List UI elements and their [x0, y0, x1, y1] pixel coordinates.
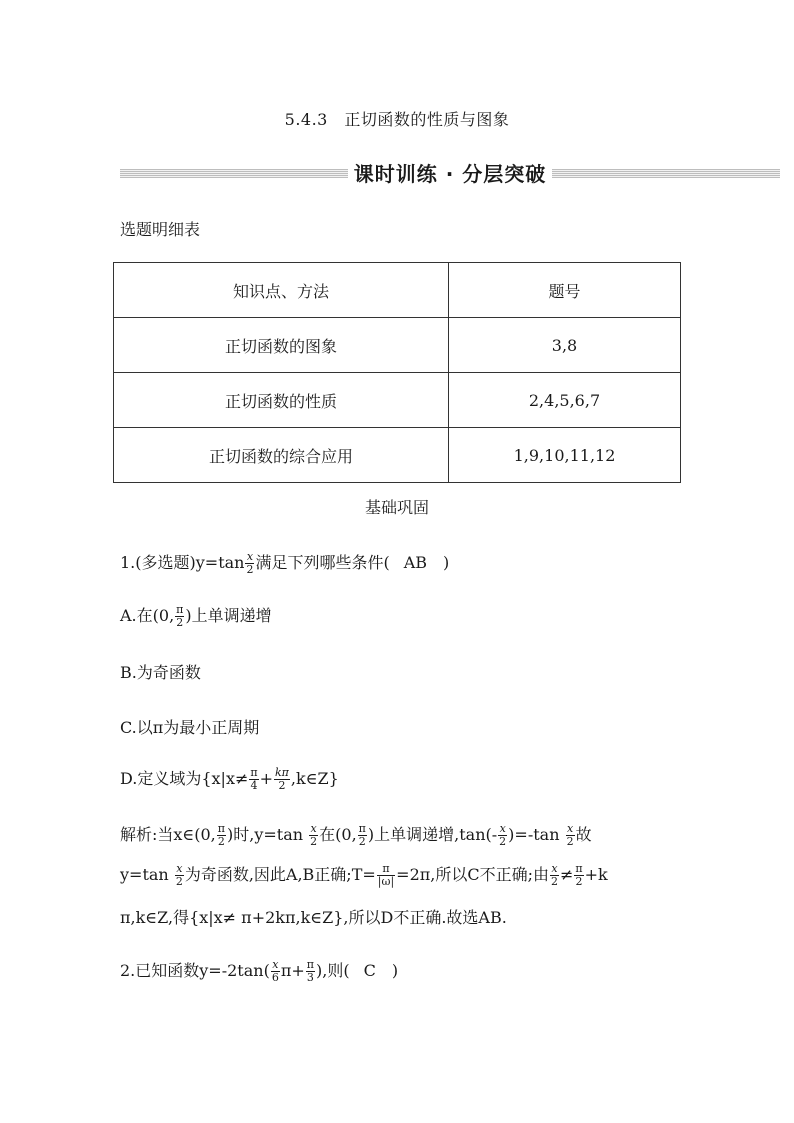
fraction: $\frac{x}{2}$ [499, 822, 507, 848]
option-a: A.在(0, $\frac{\pi}{2}$ )上单调递增 [120, 603, 272, 629]
table-row [114, 318, 681, 373]
column-header-topic: 知识点、方法 [114, 263, 449, 318]
fraction: $\frac{x}{2}$ [551, 862, 558, 888]
option-d: D.定义域为{x|x≠ $\frac{\pi}{4}$ + $\frac{k\pi}{2}$ ,k∈Z} [120, 766, 339, 792]
analysis-line-2: y=tan $\frac{x}{2}$ 为奇函数,因此A,B正确;T= $\frac{\pi}{|\omega|}$ =2π,所以C不正确;由 $\frac{x}{2}$ ≠ $\frac{\pi}{2}$ +k [120, 862, 608, 888]
fraction: $\frac{\pi}{2}$ [217, 822, 226, 848]
fraction: $\frac{x}{2}$ [566, 822, 574, 848]
column-header-numbers: 题号 [449, 263, 681, 318]
numbers-cell: 1,9,10,11,12 [449, 428, 681, 483]
detail-table-caption: 选题明细表 [120, 220, 201, 239]
table-row [114, 428, 681, 483]
banner-title: 课时训练 · 分层突破 [353, 162, 547, 186]
question-2-stem: 2.已知函数y=-2tan( $\frac{x}{6}$ π+ $\frac{\pi}{3}$ ),则( C ) [120, 958, 399, 984]
fraction: $\frac{\pi}{2}$ [176, 603, 184, 629]
answer: C [363, 961, 376, 980]
section-banner [120, 158, 780, 186]
analysis-line-1: 解析:当x∈(0, $\frac{\pi}{2}$ )时,y=tan $\frac{x}{2}$ 在(0, $\frac{\pi}{2}$ )上单调递增,tan(- $\frac{x}{2}$ )=-tan $\frac{x}{2}$ 故 [120, 822, 592, 848]
text-run: 满足下列哪些条件( [255, 553, 390, 572]
option-b: B.为奇函数 [120, 663, 201, 682]
table-row [114, 373, 681, 428]
fraction: $\frac{\pi}{4}$ [250, 766, 258, 792]
text-run: 1.(多选题)y=tan [120, 553, 245, 572]
question-1-stem [120, 550, 449, 576]
fraction: $\frac{x}{2}$ [246, 550, 254, 576]
fraction: $\frac{x}{2}$ [175, 862, 183, 888]
detail-table [113, 262, 681, 483]
option-c: C.以π为最小正周期 [120, 718, 260, 737]
page-title: 5.4.3 正切函数的性质与图象 [284, 110, 510, 129]
fraction: $\frac{\pi}{2}$ [575, 862, 583, 888]
fraction: $\frac{x}{6}$ [271, 958, 279, 984]
topic-cell: 正切函数的性质 [114, 373, 449, 428]
fraction: $\frac{\pi}{|\omega|}$ [377, 862, 395, 888]
fraction: $\frac{k\pi}{2}$ [275, 766, 289, 792]
numbers-cell: 2,4,5,6,7 [449, 373, 681, 428]
fraction: $\frac{\pi}{3}$ [306, 958, 314, 984]
topic-cell: 正切函数的综合应用 [114, 428, 449, 483]
fraction: $\frac{x}{2}$ [310, 822, 318, 848]
table-header-row [114, 263, 681, 318]
analysis-line-3: π,k∈Z,得{x|x≠ π+2kπ,k∈Z},所以D不正确.故选AB. [120, 908, 507, 927]
numbers-cell: 3,8 [449, 318, 681, 373]
answer: AB [403, 553, 428, 572]
foundation-heading: 基础巩固 [364, 498, 429, 517]
fraction: $\frac{\pi}{2}$ [358, 822, 366, 848]
text-run: ) [443, 553, 450, 572]
topic-cell: 正切函数的图象 [114, 318, 449, 373]
